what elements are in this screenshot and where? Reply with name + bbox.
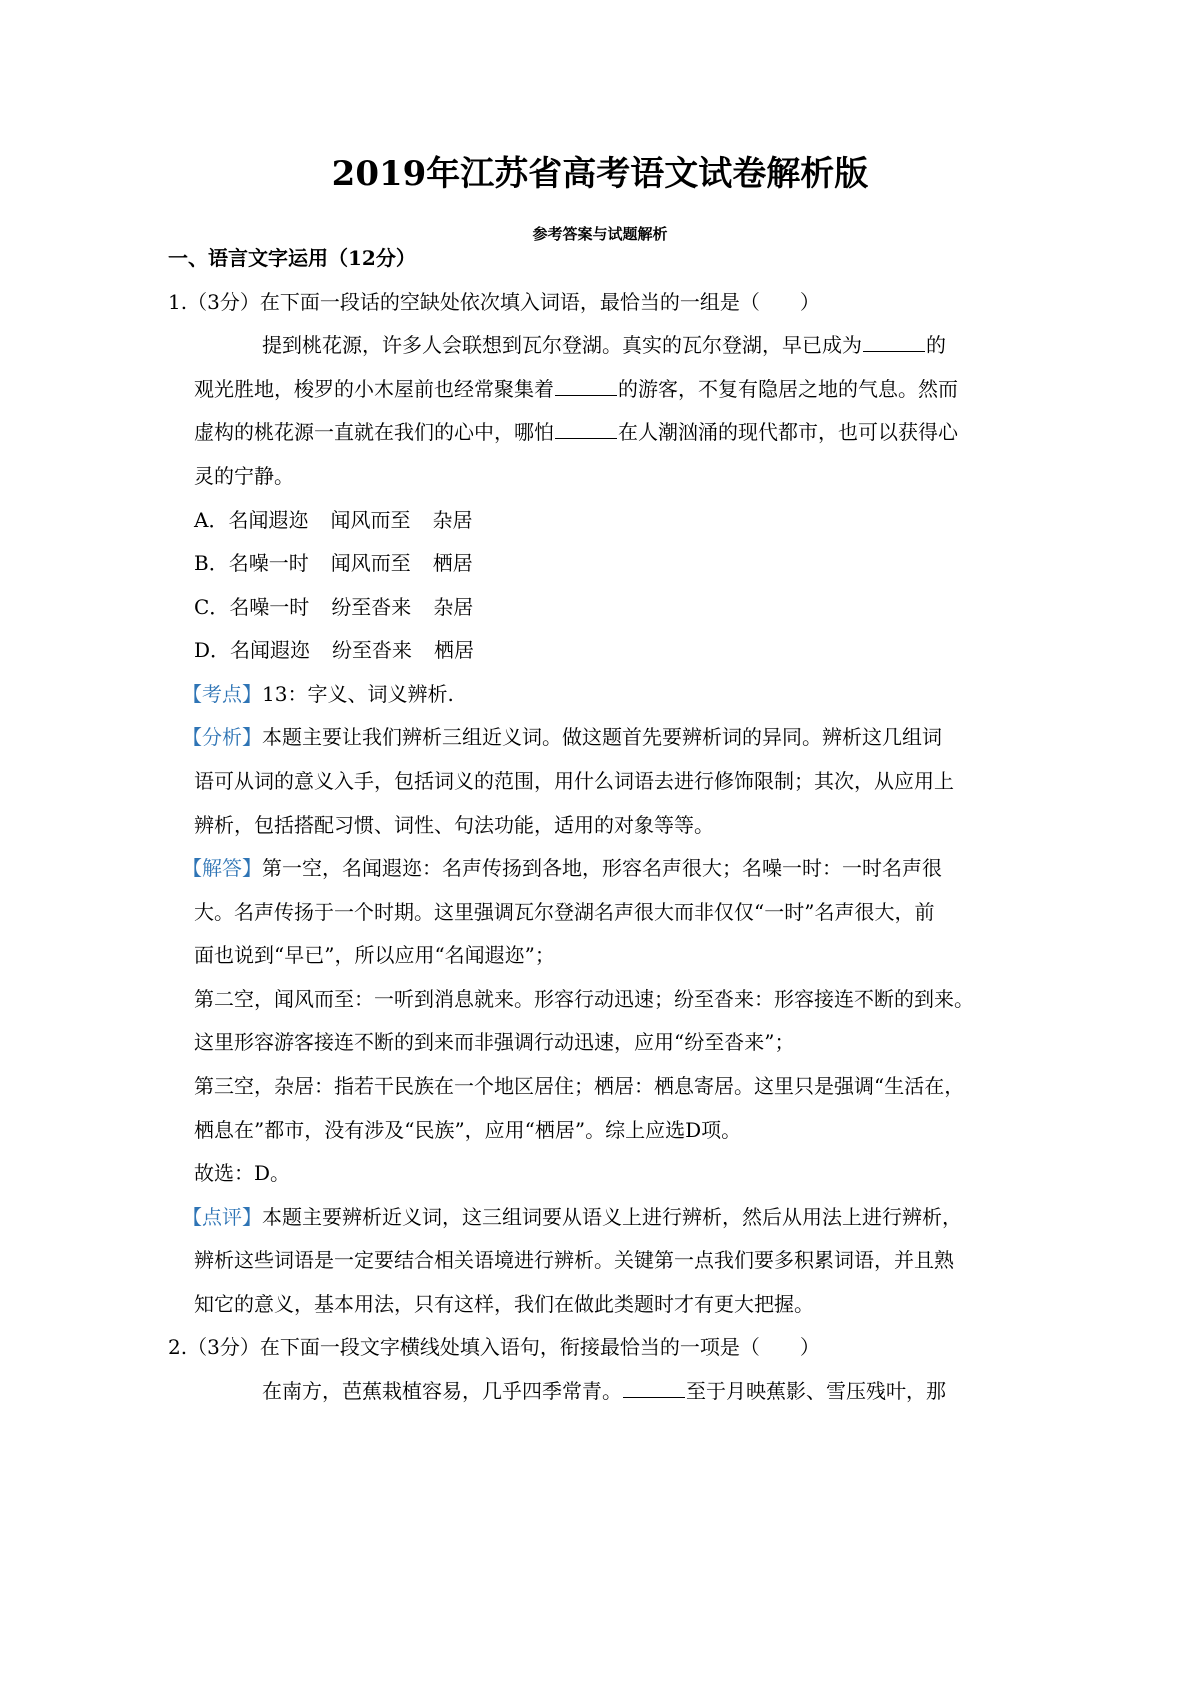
option-label: A． bbox=[194, 508, 229, 532]
fill-blank-q2 bbox=[623, 1379, 685, 1398]
option-word: 纷至沓来 bbox=[332, 638, 413, 662]
q1-passage-text: 观光胜地，梭罗的小木屋前也经常聚集着 bbox=[194, 377, 554, 401]
q1-option-b bbox=[194, 549, 473, 577]
fenxi-line-1 bbox=[182, 723, 942, 751]
q2-passage-text: 在南方，芭蕉栽植容易，几乎四季常青。 bbox=[262, 1379, 622, 1403]
option-word: 栖居 bbox=[434, 638, 475, 662]
jieda-line-1 bbox=[182, 854, 942, 882]
fenxi-tag: 【分析】 bbox=[182, 725, 262, 749]
q1-stem: （3分）在下面一段话的空缺处依次填入词语，最恰当的一组是（ ） bbox=[187, 290, 820, 314]
option-word: 栖居 bbox=[432, 551, 473, 575]
dianping-text: 本题主要辨析近义词，这三组词要从语义上进行辨析，然后从用法上进行辨析， bbox=[262, 1205, 962, 1229]
q1-passage-line-1 bbox=[262, 331, 946, 359]
q2-stem: （3分）在下面一段文字横线处填入语句，衔接最恰当的一项是（ ） bbox=[187, 1335, 820, 1359]
fill-blank-3 bbox=[555, 420, 617, 439]
kaodian-tag: 【考点】 bbox=[182, 682, 262, 706]
jieda-answer: 故选：D。 bbox=[194, 1161, 291, 1185]
jieda-tag: 【解答】 bbox=[182, 856, 262, 880]
option-word: 杂居 bbox=[432, 508, 473, 532]
fenxi-text: 本题主要让我们辨析三组近义词。做这题首先要辨析词的异同。辨析这几组词 bbox=[262, 725, 942, 749]
jieda-line-7: 栖息在”都市，没有涉及“民族”，应用“栖居”。综上应选D项。 bbox=[194, 1118, 742, 1142]
fenxi-line-3: 辨析，包括搭配习惯、词性、句法功能，适用的对象等等。 bbox=[194, 813, 714, 837]
q2-passage-text: 至于月映蕉影、雪压残叶，那 bbox=[686, 1379, 946, 1403]
kaodian-line bbox=[182, 680, 454, 708]
jieda-line-3: 面也说到“早已”，所以应用“名闻遐迩”； bbox=[194, 943, 555, 967]
fill-blank-1 bbox=[863, 333, 925, 352]
q1-passage-text: 虚构的桃花源一直就在我们的心中，哪怕 bbox=[194, 420, 554, 444]
fill-blank-2 bbox=[555, 377, 617, 396]
option-word: 闻风而至 bbox=[330, 551, 411, 575]
jieda-line-2: 大。名声传扬于一个时期。这里强调瓦尔登湖名声很大而非仅仅“一时”名声很大，前 bbox=[194, 900, 935, 924]
q1-passage-text: 的 bbox=[926, 333, 946, 357]
option-word: 名噪一时 bbox=[228, 551, 309, 575]
q1-option-d bbox=[194, 636, 474, 664]
option-word: 名噪一时 bbox=[229, 595, 310, 619]
option-word: 名闻遐迩 bbox=[230, 638, 311, 662]
page-subtitle: 参考答案与试题解析 bbox=[532, 225, 668, 243]
kaodian-text: 13：字义、词义辨析. bbox=[262, 682, 454, 706]
q1-number: 1. bbox=[168, 290, 188, 314]
jieda-line-4: 第二空，闻风而至：一听到消息就来。形容行动迅速；纷至沓来：形容接连不断的到来。 bbox=[194, 987, 974, 1011]
q1-passage-text: 的游客，不复有隐居之地的气息。然而 bbox=[618, 377, 958, 401]
q1-option-c bbox=[194, 593, 473, 621]
q2-number: 2. bbox=[168, 1335, 188, 1359]
q1-passage-line-4: 灵的宁静。 bbox=[194, 464, 294, 488]
q1-passage-text: 在人潮汹涌的现代都市，也可以获得心 bbox=[618, 420, 958, 444]
q1-passage-text: 提到桃花源，许多人会联想到瓦尔登湖。真实的瓦尔登湖，早已成为 bbox=[262, 333, 862, 357]
jieda-line-5: 这里形容游客接连不断的到来而非强调行动迅速，应用“纷至沓来”； bbox=[194, 1030, 795, 1054]
q1-stem-line bbox=[168, 288, 820, 316]
option-word: 纷至沓来 bbox=[331, 595, 412, 619]
fenxi-line-2: 语可从词的意义入手，包括词义的范围，用什么词语去进行修饰限制；其次，从应用上 bbox=[194, 769, 954, 793]
q1-passage-line-2 bbox=[194, 375, 958, 403]
section-heading: 一、语言文字运用（12分） bbox=[168, 246, 416, 270]
page-title: 2019年江苏省高考语文试卷解析版 bbox=[331, 154, 869, 194]
q2-stem-line bbox=[168, 1333, 820, 1361]
dianping-line-1 bbox=[182, 1203, 962, 1231]
q1-option-a bbox=[194, 506, 472, 534]
dianping-tag: 【点评】 bbox=[182, 1205, 262, 1229]
dianping-line-3: 知它的意义，基本用法，只有这样，我们在做此类题时才有更大把握。 bbox=[194, 1292, 814, 1316]
option-word: 名闻遐迩 bbox=[228, 508, 309, 532]
option-word: 闻风而至 bbox=[330, 508, 411, 532]
option-label: C． bbox=[194, 595, 230, 619]
q2-passage-line-1 bbox=[262, 1377, 946, 1405]
jieda-line-6: 第三空，杂居：指若干民族在一个地区居住；栖居：栖息寄居。这里只是强调“生活在， bbox=[194, 1074, 965, 1098]
jieda-text: 第一空，名闻遐迩：名声传扬到各地，形容名声很大；名噪一时：一时名声很 bbox=[262, 856, 942, 880]
option-label: B． bbox=[194, 551, 229, 575]
dianping-line-2: 辨析这些词语是一定要结合相关语境进行辨析。关键第一点我们要多积累词语，并且熟 bbox=[194, 1248, 954, 1272]
option-word: 杂居 bbox=[433, 595, 474, 619]
q1-passage-line-3 bbox=[194, 418, 958, 446]
option-label: D． bbox=[194, 638, 231, 662]
